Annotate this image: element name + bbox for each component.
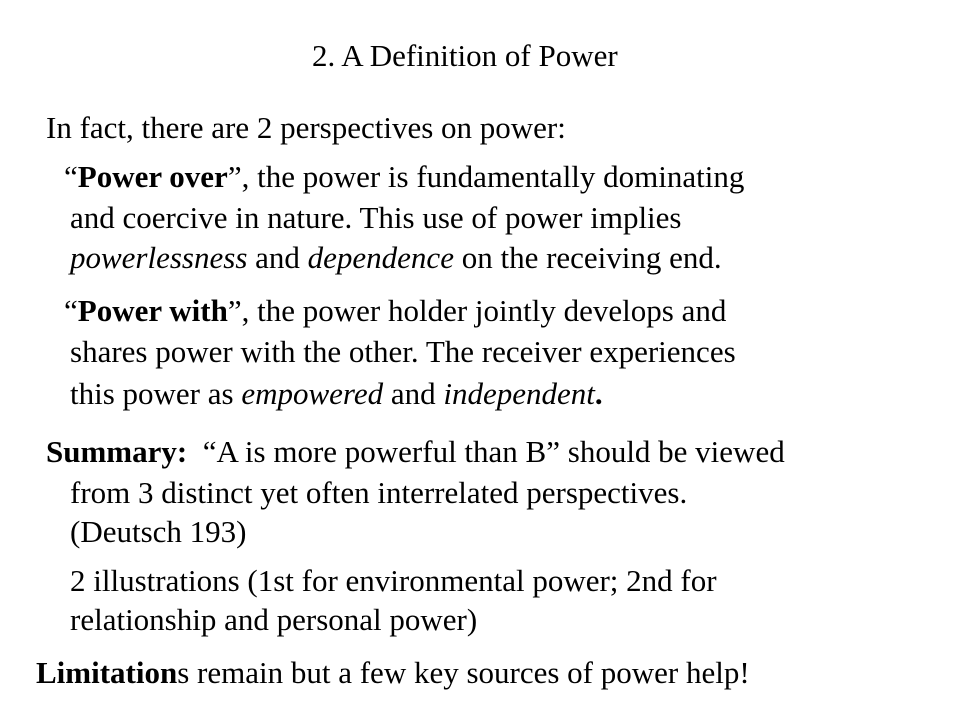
summary-line-2: from 3 distinct yet often interrelated perspectives. — [70, 475, 688, 510]
power-over-line-1 — [64, 159, 744, 195]
illustrations-line-1: 2 illustrations (1st for environmental power; 2nd for — [70, 563, 717, 598]
summary-quote: “A is more powerful than B” — [202, 434, 560, 469]
power-with-definition-start: the power holder jointly develops and — [257, 293, 727, 328]
summary-label: Summary: — [46, 434, 188, 469]
intro-text: In fact, there are 2 perspectives on power: — [46, 110, 566, 145]
illustrations-line-2: relationship and personal power) — [70, 602, 478, 637]
power-over-line-2: and coercive in nature. This use of power implies — [70, 200, 682, 235]
open-quote: “ — [64, 293, 78, 328]
slide-title: 2. A Definition of Power — [312, 38, 618, 73]
dependence-term: dependence — [307, 240, 454, 275]
close-quote: ”, — [227, 159, 258, 194]
independent-term: independent — [443, 376, 595, 411]
power-with-line-3: this power as empowered and independent. — [70, 376, 603, 411]
limitations-line: Limitations remain but a few key sources of power help! — [36, 655, 750, 690]
open-quote: “ — [64, 159, 78, 194]
limitations-bold: Limitation — [36, 655, 178, 690]
empowered-term: empowered — [241, 376, 384, 411]
power-with-line-2: shares power with the other. The receiver experiences — [70, 334, 736, 369]
power-over-term: Power over — [77, 159, 228, 194]
power-with-line-1 — [64, 293, 726, 329]
powerlessness-term: powerlessness — [70, 240, 248, 275]
summary-citation: (Deutsch 193) — [70, 514, 247, 549]
power-with-term: Power with — [77, 293, 228, 328]
close-quote: ”, — [227, 293, 258, 328]
power-over-line-3: powerlessness and dependence on the receiving end. — [70, 240, 722, 275]
power-over-definition-start: the power is fundamentally dominating — [257, 159, 745, 194]
summary-line-1: Summary: “A is more powerful than B” should be viewed — [46, 434, 785, 469]
